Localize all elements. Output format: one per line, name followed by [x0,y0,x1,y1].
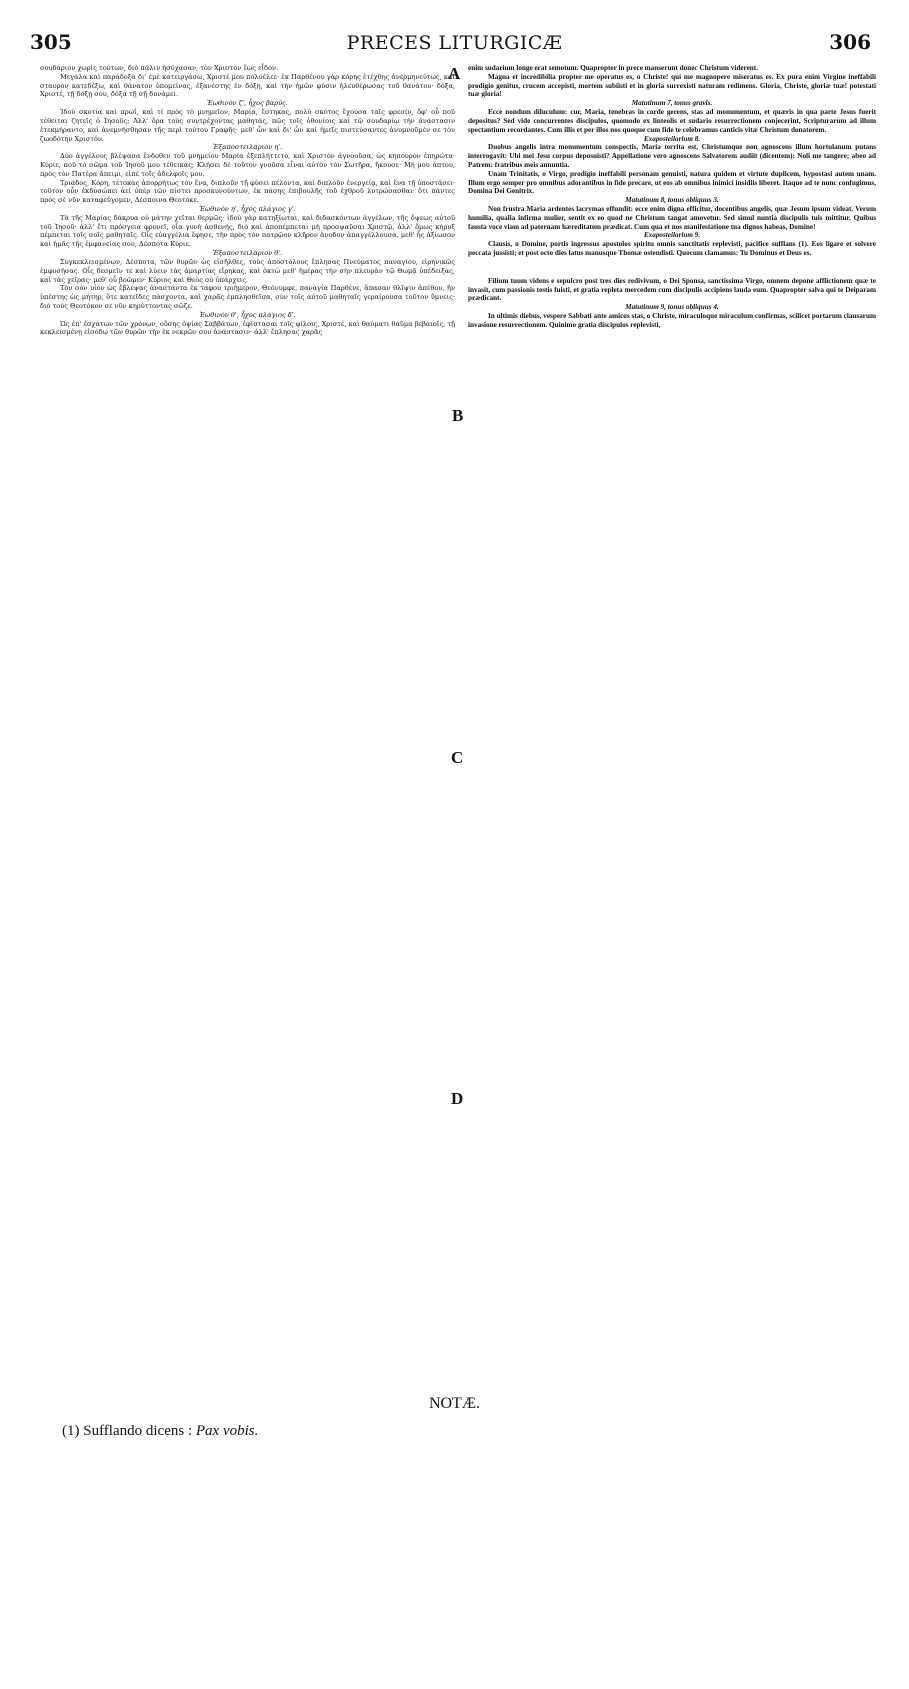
latin-section-heading: Matutinum 7, tonus gravis. [631,99,713,108]
latin-paragraph: Non frustra Maria ardentes lacrymas effundit: ecce enim digna efficitur, docentibus angelis, quæ Jesum ipsum videat. Verum humilia, qualia infirma mulier, sentit ex eo quod ne Christum tangat amovetur. Sed simul nuntia discipulis tuis mittitur. Quibus fausta voce viam ad paternam hæreditatem prædicat. Cum qua et nos manifestatione tua dignos habeas, Domine! [468,205,876,231]
greek-paragraph: Τριάδος, Κόρη, τέτοκας ἀπορρήτως τὸν ἕνα, διπλοῦν τῇ φύσει πέλοντα, καὶ διπλοῦν ἐνεργείᾳ, καὶ ἕνα τῇ ὑποστάσει· τοῦτον οὖν ἐκδυσώπει ἀεὶ ὑπὲρ τῶν πίστει προσκυνούντων, ἐκ πάσης ἐπιβουλῆς τοῦ ἐχθροῦ λυτρώσασθαι· ὅτι πάντες πρὸς σὲ νῦν καταφεύγομεν, Δέσποινα Θεοτόκε. [40,178,455,205]
page-header [0,30,909,60]
latin-paragraph: In ultimis diebus, vespere Sabbati ante amicos stas, o Christe, miraculoque miraculum confirmas, scilicet portarum clausarum invasione resurrectionem. Quinimo gratia discipulos replevisti, [468,311,876,329]
page-number-left: 305 [30,30,72,54]
margin-letter-a: A [448,64,461,83]
footnote [62,1423,258,1440]
latin-section-heading: Matutinum 9, tonus obliquus 4. [625,303,719,312]
greek-paragraph: Συγκεκλεισμένων, Δέσποτα, τῶν θυρῶν ὡς εἰσῆλθες, τοὺς ἀποστόλους ἔπλησας Πνεύματος παναγίου, εἰρηνικῶς ἐμφυσήσας. Οἷς δεσμεῖν τε καὶ λύειν τὰς ἁμαρτίας εἴρηκας, καὶ ὀκτὼ μεθ' ἡμέρας τὴν σὴν πλευρὰν τῷ Θωμᾷ ὑπέδειξας, καὶ τὰς χεῖρας· μεθ' οὗ βοῶμεν· Κύριος καὶ Θεὸς σὺ ὑπάρχεις. [40,257,455,284]
greek-paragraph: Τὰ τῆς Μαρίας δάκρυα οὐ μάτην χεῖται θερμῶς· ἰδοὺ γὰρ κατηξίωται, καὶ διδασκόντων ἀγγέλων, τῆς ὄψεως αὐτοῦ τοῦ Ἰησοῦ· ἀλλ' ἔτι πρόσγεια φρονεῖ, οἷα γυνὴ ἀσθενής, διὸ καὶ ἀποπέμπεται μὴ προσψαῦσαι Χριστῷ, ἀλλ' ὅμως κήρυξ πέμπεται τοῖς σοῖς μαθηταῖς. Οἷς εὐαγγέλια ἔφησε, τὴν πρὸς τὸν πατρῷον κλῆρον ἄνοδον ἀπαγγέλλουσα, μεθ' ἧς ἀξίωσον καὶ ἡμᾶς τῆς ἐμφανείας σου, Δέσποτα Κύριε. [40,213,455,249]
greek-paragraph: Δύο ἀγγέλους βλέψασα ἔνδοθεν τοῦ μνημείου Μαρία ἐξεπλήττετο, καὶ Χριστὸν ἀγνοοῦσα, ὡς κηπουρὸν ἐπηρώτα· Κύριε, ποῦ τὸ σῶμα τοῦ Ἰησοῦ μου τέθεικας; Κλήσει δὲ τοῦτον γνοῦσα εἶναι αὐτὸν τὸν Σωτῆρα, ἤκουσε· Μή μου ἅπτου, πρὸς τὸν Πατέρα ἄπειμι, εἰπὲ τοῖς ἀδελφοῖς μου. [40,152,455,178]
latin-paragraph: Magna et incredibilia propter me operatus es, o Christe! qui me magnopere miseratus es. Ex pura enim Virgine ineffabili prodigio genitus, crucem accepisti, mortem subiisti et in gloria surrexisti naturam redimens. Gloria, Christe, gloriæ tuæ! potestati tuæ gloria! [468,72,876,99]
latin-paragraph: Clausis, o Domine, portis ingressus apostolos spiritu omnis sanctitatis replevisti, pacifice sufflans (1). Eos ligare et solvere peccata jussisti; et post octo dies latus manusque Thomæ ostendisti. Quocum clamamus: Tu Dominus et Deus es. [468,240,876,258]
greek-section-heading: Ἑωθινὸν ζ', ἦχος βαρύς. [207,99,288,108]
latin-section-heading: Exaposteilarium 8. [643,134,701,143]
latin-spacer [468,258,876,277]
latin-section-heading: Matutinum 8, tonus obliquus 3. [625,196,719,205]
latin-paragraph: Ecce nondum diluculum: cur, Maria, tenebras in corde gerens, stas ad monumentum, et quæris in qua parte Jesus fuerit depositus? Sed vide concurrentes discipulos, quomodo ex linteolis et sudario resurrectionem conjecerint, Scripturarum ad illum spectantium recordantes. Cum illis et per illos nos quoque cum fide te celebramus canticis vitæ Christum donatorem. [468,108,876,134]
greek-paragraph: Ὡς ἐπ' ἐσχάτων τῶν χρόνων, οὔσης ὀψίας Σαββάτων, ἐφίστασαι τοῖς φίλοις, Χριστέ, καὶ θαύματι θαῦμα βεβαιοῖς, τῇ κεκλεισμένῃ εἰσόδῳ τῶν θυρῶν τὴν ἐκ νεκρῶν σου ἀνάστασιν· ἀλλ' ἔπλησας χαρᾶς [40,319,455,337]
margin-letter-b: B [452,406,464,425]
greek-column [40,64,455,1689]
latin-paragraph: enim sudarium longe erat semotum. Quapropter in prece manserunt donec Christum viderent. [468,64,758,72]
greek-paragraph: σουδάριον χωρὶς τούτων, διὸ πάλιν ἡσύχασαν, τὸν Χριστὸν ἕως εἶδον. [40,64,279,72]
latin-paragraph: Duobus angelis intra monumentum conspectis, Maria territa est, Christumque non agnoscens illum hortulanum putans interrogavit: Ubi mei Jesu corpus deposuisti? Appellatione vero agnoscens Salvatorem audiit (dicentem): Noli me tangere; abeo ad Patrem: fratribus meis annuntia. [468,143,876,169]
greek-paragraph: Μεγάλα καὶ παράδοξα δι' ἐμὲ κατειργάσω, Χριστέ μου πολυέλεε· ἐκ Παρθένου γὰρ κόρης ἐτέχθης ἀνερμηνεύτως, καὶ σταυρὸν κατεδέξω, καὶ θάνατον ὑπομείνας, ἐξανέστης ἐν δόξῃ, καὶ τὴν ἡμῶν φύσιν ἠλευθέρωσας τοῦ θανάτου· δόξα, Χριστέ, τῇ δόξῃ σου, δόξα τῇ σῇ δυνάμει. [40,72,455,99]
notes-title: NOTÆ. [428,1395,481,1412]
page-number-right: 306 [829,30,871,54]
footnote-text: (1) Sufflando dicens : [62,1423,193,1439]
greek-section-heading: Ἑωθινὸν η', ἦχος πλάγιος γ'. [199,205,296,213]
footnote-italic: Pax vobis. [195,1423,259,1439]
margin-letter-d: D [451,1089,464,1108]
latin-paragraph: Filium tuum videns e sepulcro post tres dies redivivum, o Dei Sponsa, sanctissima Virgo, omnem depone afflictionem quæ te invasit, cum passionis testis fuisti, et gratia repleta mercedem cum discipulis accipiens lauda eum. Quapropter salva qui te Deiparam prædicant. [468,276,876,303]
greek-section-heading: Ἐξαποστειλάριον θ'. [212,249,283,258]
greek-section-heading: Ἐξαποστειλάριον η'. [212,143,283,152]
greek-paragraph: Τὸν σὸν υἱὸν ὡς ἔβλεψας ἀναστάντα ἐκ τάφου τριήμερον, Θεόνυμφε, παναγία Παρθένε, ἅπασαν θλῖψιν ἀπέθου, ἣν ὑπέστης ὡς μήτηρ, ὅτε κατεῖδες πάσχοντα, καὶ χαρᾶς ἐμπλησθεῖσα, σὺν τοῖς αὐτοῦ μαθηταῖς γεραίρουσα τοῦτον ὕμνεις· διὸ τοὺς Θεοτόκον σε νῦν κηρύττοντας σῶζε. [40,284,455,310]
margin-letter-c: C [451,748,464,767]
latin-section-heading: Exaposteilarium 9. [643,231,701,240]
running-title: PRECES LITURGICÆ [346,32,563,54]
latin-column [468,64,876,1689]
greek-paragraph: Ἰδοὺ σκοτία καὶ πρωΐ, καὶ τί πρὸς τὸ μνημεῖον, Μαρία, ἕστηκας, πολὺ σκότος ἔχουσα ταῖς φρεσίν, ὅφ' οὗ ποῦ τέθειται ζητεῖς ὁ Ἰησοῦς; Ἀλλ' ὅρα τοὺς συντρέχοντας μαθητάς, πῶς τοῖς ὀθονίοις καὶ τῷ σουδαρίῳ τὴν ἀνάστασιν ἐτεκμήραντο, καὶ ἀνεμνήσθησαν τῆς περὶ τούτου Γραφῆς· μεθ' ὧν καὶ δι' ὧν καὶ ἡμεῖς πιστεύσαντες ἀνυμνοῦμέν σε τὸν ζωοδότην Χριστόν. [40,108,455,143]
greek-section-heading: Ἑωθινὸν θ', ἦχος πλάγιος δ'. [199,310,296,319]
latin-paragraph: Unam Trinitatis, o Virgo, prodigio ineffabili personam genuisti, natura quidem et virtute duplicem, hypostasi autem unam. Illum ergo semper pro omnibus adorantibus in fide precare, ut eos ab omnibus inimici insidiis liberet. Itaque ad te nunc confugimus, Domina Dei Genitrix. [468,169,876,196]
